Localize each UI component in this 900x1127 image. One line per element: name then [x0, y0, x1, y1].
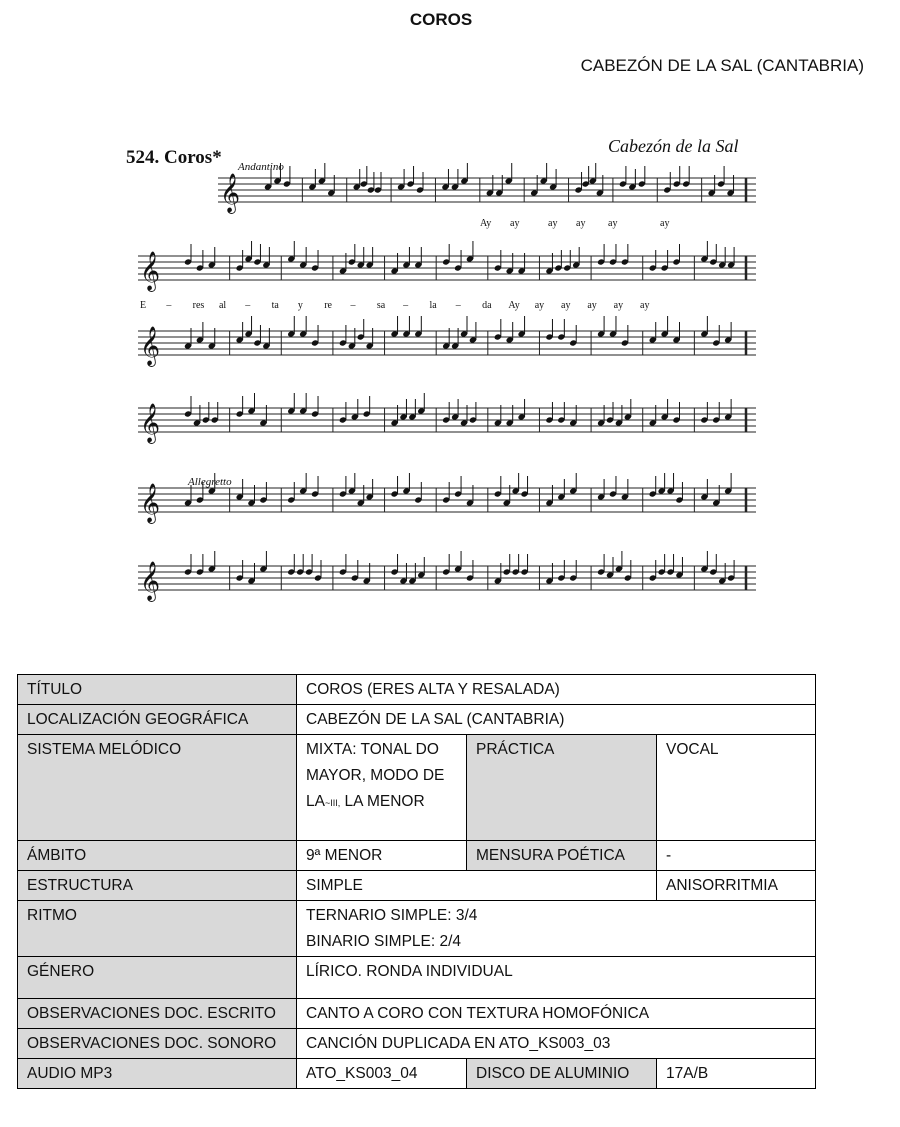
lyric-syllable: Ay: [480, 218, 492, 229]
score-origin: Cabezón de la Sal: [608, 136, 739, 156]
lyric-syllable: ay: [576, 218, 586, 229]
lyric-syllable: ay: [613, 300, 624, 311]
value-sistema: MIXTA: TONAL DO MAYOR, MODO DE LA~III, LA MENOR: [297, 735, 467, 841]
label-disco: DISCO DE ALUMINIO: [467, 1059, 657, 1089]
document-place: CABEZÓN DE LA SAL (CANTABRIA): [580, 56, 864, 75]
label-estructura: ESTRUCTURA: [18, 871, 297, 901]
lyric-syllable: ay: [561, 300, 571, 311]
lyric-syllable: da: [482, 300, 492, 311]
row-titulo: [18, 675, 816, 705]
lyric-syllable: –: [403, 300, 409, 311]
lyric-syllable: la: [429, 300, 437, 311]
lyric-syllable: ta: [271, 300, 279, 311]
label-sistema: SISTEMA MELÓDICO: [18, 735, 297, 841]
treble-clef-icon: 𝄞: [140, 561, 161, 601]
label-localizacion: LOCALIZACIÓN GEOGRÁFICA: [18, 705, 297, 735]
row-genero: [18, 957, 816, 999]
music-score: [110, 118, 780, 618]
lyric-syllable: ay: [640, 300, 650, 311]
label-genero: GÉNERO: [18, 957, 297, 999]
lyric-syllable: –: [350, 300, 356, 311]
tempo-allegretto: Allegretto: [188, 476, 232, 488]
value-estructura: SIMPLE: [297, 871, 657, 901]
treble-clef-icon: 𝄞: [220, 173, 241, 213]
label-obs-sonoro: OBSERVACIONES DOC. SONORO: [18, 1029, 297, 1059]
row-audio: [18, 1059, 816, 1089]
lyric-syllable: E: [140, 300, 147, 311]
row-estructura: [18, 871, 816, 901]
lyric-syllable: y: [297, 300, 303, 311]
lyric-syllable: re: [324, 300, 332, 311]
lyric-syllable: –: [166, 300, 172, 311]
lyric-syllable: al: [218, 300, 227, 311]
value-audio: ATO_KS003_04: [297, 1059, 467, 1089]
lyrics-line-2: [140, 300, 649, 311]
lyric-syllable: ay: [534, 300, 545, 311]
staff-lines: [138, 178, 756, 590]
row-obs-sonoro: [18, 1029, 816, 1059]
tempo-andantino: Andantino: [238, 161, 284, 173]
label-ritmo: RITMO: [18, 901, 297, 957]
lyric-syllable: ay: [587, 300, 597, 311]
notes: [140, 163, 735, 602]
value-mensura: -: [657, 841, 816, 871]
row-ambito: [18, 841, 816, 871]
value-estructura-extra: ANISORRITMIA: [657, 871, 816, 901]
score-title: 524. Coros*: [126, 147, 222, 168]
label-titulo: TÍTULO: [18, 675, 297, 705]
document-title: COROS: [409, 10, 473, 29]
label-practica: PRÁCTICA: [467, 735, 657, 841]
value-obs-escrito: CANTO A CORO CON TEXTURA HOMOFÓNICA: [297, 999, 816, 1029]
lyric-syllable: res: [192, 300, 205, 311]
value-obs-sonoro: CANCIÓN DUPLICADA EN ATO_KS003_03: [297, 1029, 816, 1059]
lyric-syllable: ay: [510, 218, 520, 229]
lyric-syllable: –: [455, 300, 461, 311]
value-titulo: COROS (ERES ALTA Y RESALADA): [297, 675, 816, 705]
label-mensura: MENSURA POÉTICA: [467, 841, 657, 871]
label-ambito: ÁMBITO: [18, 841, 297, 871]
lyric-syllable: Ay: [508, 300, 520, 311]
treble-clef-icon: 𝄞: [140, 403, 161, 443]
value-disco: 17A/B: [657, 1059, 816, 1089]
treble-clef-icon: 𝄞: [140, 326, 161, 366]
row-localizacion: [18, 705, 816, 735]
row-obs-escrito: [18, 999, 816, 1029]
treble-clef-icon: 𝄞: [140, 483, 161, 523]
label-audio: AUDIO MP3: [18, 1059, 297, 1089]
value-localizacion: CABEZÓN DE LA SAL (CANTABRIA): [297, 705, 816, 735]
lyrics-line-1: [480, 218, 669, 229]
row-sistema: [18, 735, 816, 841]
value-ritmo: TERNARIO SIMPLE: 3/4 BINARIO SIMPLE: 2/4: [297, 901, 816, 957]
lyric-syllable: sa: [376, 300, 386, 311]
value-ambito: 9ª MENOR: [297, 841, 467, 871]
lyric-syllable: ay: [608, 218, 618, 229]
label-obs-escrito: OBSERVACIONES DOC. ESCRITO: [18, 999, 297, 1029]
lyric-syllable: ay: [548, 218, 558, 229]
value-genero: LÍRICO. RONDA INDIVIDUAL: [297, 957, 816, 999]
row-ritmo: [18, 901, 816, 957]
lyric-syllable: –: [245, 300, 251, 311]
metadata-table: [17, 674, 816, 1089]
lyric-syllable: ay: [660, 218, 670, 229]
value-practica: VOCAL: [657, 735, 816, 841]
treble-clef-icon: 𝄞: [140, 251, 161, 291]
